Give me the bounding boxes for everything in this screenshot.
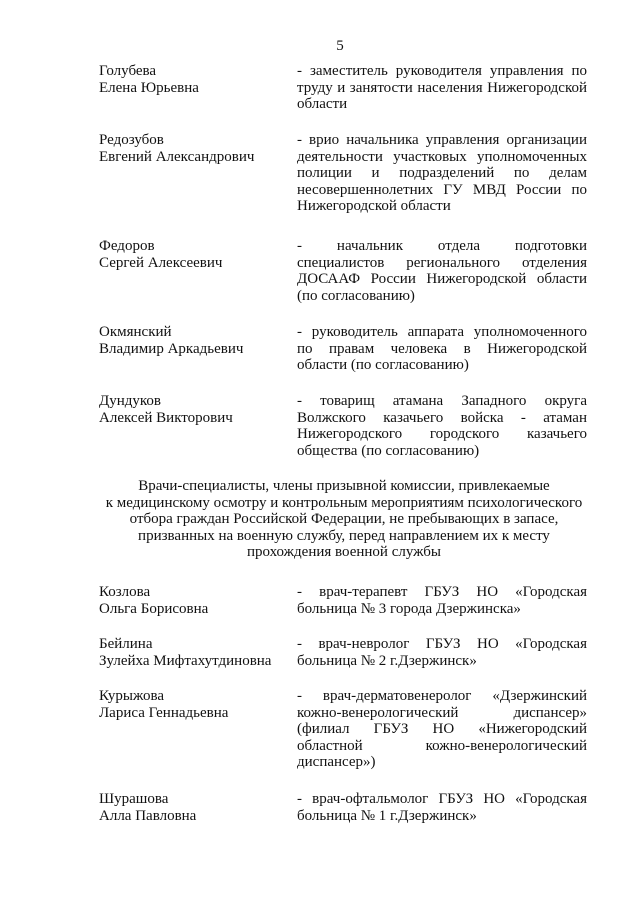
position-line: - руководитель аппарата уполномоченного bbox=[297, 324, 587, 340]
position-line: - товарищ атамана Западного округа bbox=[297, 393, 587, 409]
position-line: несовершеннолетних ГУ МВД России по bbox=[297, 181, 587, 198]
position-line: областной кожно-венерологический bbox=[297, 737, 587, 754]
position-line: больница № 1 г.Дзержинск» bbox=[297, 807, 477, 824]
person-position bbox=[297, 63, 587, 113]
person-position bbox=[297, 688, 587, 771]
person-name bbox=[99, 393, 289, 426]
position-line: специалистов регионального отделения bbox=[297, 254, 587, 271]
position-line: области (по согласованию) bbox=[297, 357, 469, 373]
person-given-names: Сергей Алексеевич bbox=[99, 254, 223, 271]
section-heading-line: Врачи-специалисты, члены призывной комиссии, привлекаемые bbox=[138, 478, 550, 494]
person-name bbox=[99, 791, 289, 824]
position-line: по правам человека в Нижегородской bbox=[297, 340, 587, 357]
person-given-names: Алексей Викторович bbox=[99, 409, 233, 426]
person-given-names: Владимир Аркадьевич bbox=[99, 340, 244, 357]
section-heading-line: призванных на военную службу, перед направлением их к месту bbox=[138, 527, 550, 544]
person-position bbox=[297, 324, 587, 374]
person-position bbox=[297, 791, 587, 824]
page-number: 5 bbox=[336, 38, 344, 54]
position-line: - врио начальника управления организации bbox=[297, 132, 587, 148]
person-position bbox=[297, 636, 587, 669]
position-line: больница № 3 города Дзержинска» bbox=[297, 600, 521, 617]
person-surname: Козлова bbox=[99, 584, 151, 600]
section-heading-line: отбора граждан Российской Федерации, не пребывающих в запасе, bbox=[129, 511, 559, 527]
person-name bbox=[99, 584, 289, 617]
person-position bbox=[297, 238, 587, 304]
person-surname: Шурашова bbox=[99, 791, 169, 807]
person-given-names: Зулейха Мифтахутдиновна bbox=[99, 652, 272, 669]
position-line: - заместитель руководителя управления по bbox=[297, 63, 587, 79]
position-line: - начальник отдела подготовки bbox=[297, 238, 587, 254]
position-line: полиции и подразделений по делам bbox=[297, 165, 587, 181]
position-line: области bbox=[297, 96, 348, 112]
section-heading bbox=[99, 478, 589, 561]
position-line: Волжского казачьего войска - атаман bbox=[297, 409, 587, 426]
position-line: - врач-офтальмолог ГБУЗ НО «Городская bbox=[297, 791, 587, 807]
person-name bbox=[99, 63, 289, 96]
person-surname: Федоров bbox=[99, 238, 155, 254]
person-name bbox=[99, 324, 289, 357]
position-line: Нижегородского городского казачьего bbox=[297, 426, 587, 442]
person-surname: Дундуков bbox=[99, 393, 161, 409]
section-heading-line: прохождения военной службы bbox=[246, 544, 442, 560]
person-given-names: Елена Юрьевна bbox=[99, 79, 199, 96]
person-surname: Голубева bbox=[99, 63, 157, 79]
position-line: больница № 2 г.Дзержинск» bbox=[297, 652, 477, 669]
person-given-names: Евгений Александрович bbox=[99, 148, 255, 165]
position-line: диспансер») bbox=[297, 754, 376, 770]
position-line: - врач-дерматовенеролог «Дзержинский bbox=[297, 688, 587, 704]
section-heading-line: к медицинскому осмотру и контрольным мероприятиям психологического bbox=[105, 494, 583, 511]
position-line: - врач-терапевт ГБУЗ НО «Городская bbox=[297, 584, 587, 600]
person-position bbox=[297, 132, 587, 215]
person-surname: Курыжова bbox=[99, 688, 164, 704]
person-name bbox=[99, 132, 289, 165]
position-line: кожно-венерологический диспансер» bbox=[297, 704, 587, 721]
position-line: общества (по согласованию) bbox=[297, 442, 480, 459]
person-surname: Окмянский bbox=[99, 324, 172, 340]
position-line: труду и занятости населения Нижегородской bbox=[297, 79, 587, 96]
person-given-names: Ольга Борисовна bbox=[99, 600, 209, 617]
position-line: - врач-невролог ГБУЗ НО «Городская bbox=[297, 636, 587, 652]
person-surname: Бейлина bbox=[99, 636, 153, 652]
person-name bbox=[99, 238, 289, 271]
person-given-names: Алла Павловна bbox=[99, 807, 197, 824]
person-position bbox=[297, 393, 587, 459]
position-line: (по согласованию) bbox=[297, 287, 415, 304]
position-line: Нижегородской области bbox=[297, 198, 451, 214]
person-surname: Редозубов bbox=[99, 132, 164, 148]
person-name bbox=[99, 636, 289, 669]
position-line: (филиал ГБУЗ НО «Нижегородский bbox=[297, 721, 587, 737]
person-name bbox=[99, 688, 289, 721]
person-given-names: Лариса Геннадьевна bbox=[99, 704, 229, 721]
person-position bbox=[297, 584, 587, 617]
position-line: ДОСААФ России Нижегородской области bbox=[297, 271, 587, 287]
position-line: деятельности участковых уполномоченных bbox=[297, 148, 587, 165]
